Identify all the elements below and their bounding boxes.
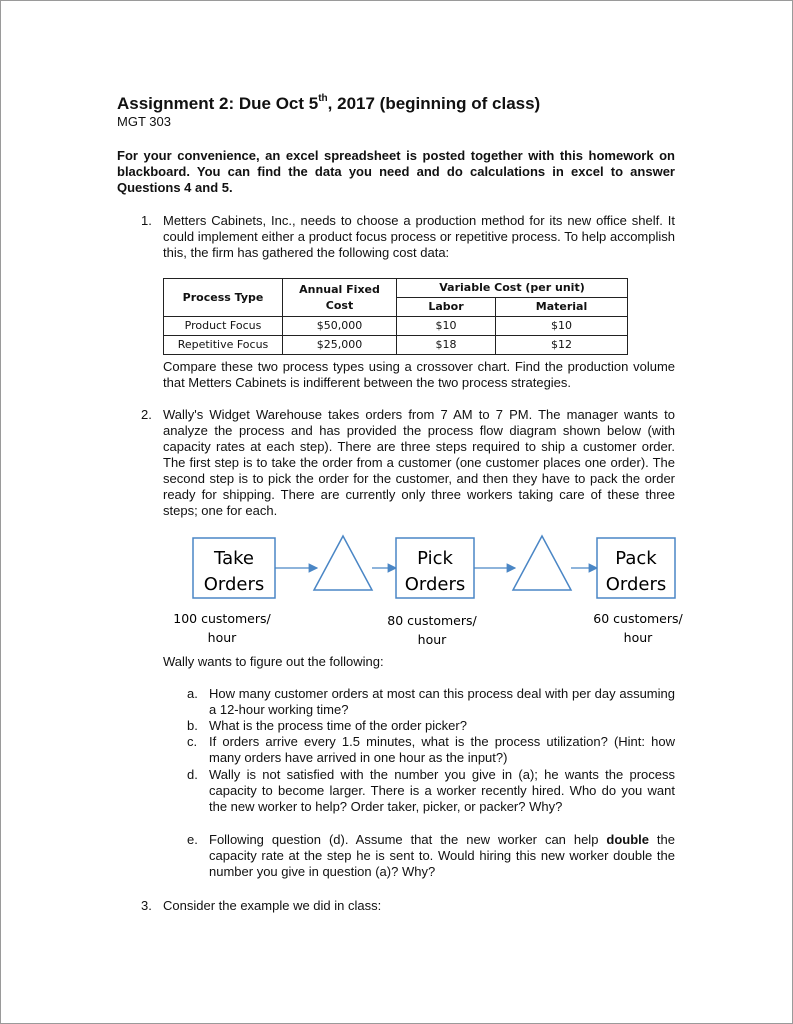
pick-orders-label-line1: Pick <box>417 548 453 569</box>
header-process-type: Process Type <box>164 279 283 317</box>
take-orders-label-line2: Orders <box>203 574 265 595</box>
pick-orders-capacity-line2: hour <box>417 632 447 647</box>
course-code: MGT 303 <box>117 114 171 129</box>
subquestion-e: Following question (d). Assume that the new worker can help double the capacity rate at the step he is sent to. Would hiring this new worker double the number you give in question (a)? Why? <box>209 832 675 879</box>
take-orders-capacity-line2: hour <box>207 630 237 645</box>
question-2-number: 2. <box>141 407 152 422</box>
pick-orders-label-line2: Orders <box>404 574 466 595</box>
question-1-number: 1. <box>141 213 152 228</box>
subquestion-label: d. <box>187 767 198 782</box>
cell-fixed-cost: $25,000 <box>283 336 397 355</box>
subquestion-d: Wally is not satisfied with the number you give in (a); he wants the process capacity to become larger. There is a worker recently hired. Who do you want the new worker to help? Order taker, picker, or packer? Why? <box>209 767 675 814</box>
pack-orders-label-line1: Pack <box>615 548 657 569</box>
table-row <box>164 317 628 336</box>
header-labor: Labor <box>397 298 496 317</box>
question-2-text: Wally's Widget Warehouse takes orders from 7 AM to 7 PM. The manager wants to analyze the process and has provided the process flow diagram shown below (with capacity rates at each step). There are three steps required to ship a customer order. The first step is to take the order from a customer (one customer places one order). The second step is to pick the order for the customer, and then they have to pack the order ready for shipping. There are currently only three workers taking care of these three steps; one for each. <box>163 407 675 518</box>
cell-labor: $10 <box>397 317 496 336</box>
cell-process-type: Repetitive Focus <box>164 336 283 355</box>
subquestion-label: c. <box>187 734 198 749</box>
pack-orders-capacity-line1: 60 customers/ <box>593 611 683 626</box>
header-material: Material <box>496 298 628 317</box>
pack-orders-capacity-line2: hour <box>623 630 653 645</box>
question-3-number: 3. <box>141 898 152 913</box>
cell-fixed-cost: $50,000 <box>283 317 397 336</box>
question-1-text: Metters Cabinets, Inc., needs to choose a production method for its new office shelf. It could implement either a product focus process or repetitive process. To help accomplish this, the firm has gathered the following cost data: <box>163 213 675 260</box>
subquestion-b: What is the process time of the order picker? <box>209 718 467 733</box>
cell-material: $12 <box>496 336 628 355</box>
question-3-text: Consider the example we did in class: <box>163 898 382 913</box>
process-flow-diagram <box>160 532 700 652</box>
subquestion-label: b. <box>187 718 198 733</box>
header-variable-cost: Variable Cost (per unit) <box>397 279 628 298</box>
header-annual-fixed-cost: Annual Fixed Cost <box>283 279 397 317</box>
buffer-triangle <box>314 536 372 590</box>
subquestion-label: a. <box>187 686 198 701</box>
table-row <box>164 336 628 355</box>
subquestion-a: How many customer orders at most can this process deal with per day assuming a 12-hour working time? <box>209 686 675 717</box>
take-orders-capacity-line1: 100 customers/ <box>173 611 271 626</box>
page-title: Assignment 2: Due Oct 5th, 2017 (beginning of class) <box>117 93 541 113</box>
question-2-lead: Wally wants to figure out the following: <box>163 654 384 669</box>
subquestion-c: If orders arrive every 1.5 minutes, what is the process utilization? (Hint: how many orders have arrived in one hour as the input?) <box>209 734 675 765</box>
cost-table <box>163 278 628 355</box>
cell-material: $10 <box>496 317 628 336</box>
intro-paragraph: For your convenience, an excel spreadsheet is posted together with this homework on blackboard. You can find the data you need and do calculations in excel to answer Questions 4 and 5. <box>117 148 675 195</box>
pack-orders-label-line2: Orders <box>605 574 667 595</box>
cell-process-type: Product Focus <box>164 317 283 336</box>
cell-labor: $18 <box>397 336 496 355</box>
question-1-followup: Compare these two process types using a crossover chart. Find the production volume that Metters Cabinets is indifferent between the two process strategies. <box>163 359 675 390</box>
subquestion-label: e. <box>187 832 198 847</box>
buffer-triangle <box>513 536 571 590</box>
take-orders-label-line1: Take <box>214 548 254 569</box>
pick-orders-capacity-line1: 80 customers/ <box>387 613 477 628</box>
